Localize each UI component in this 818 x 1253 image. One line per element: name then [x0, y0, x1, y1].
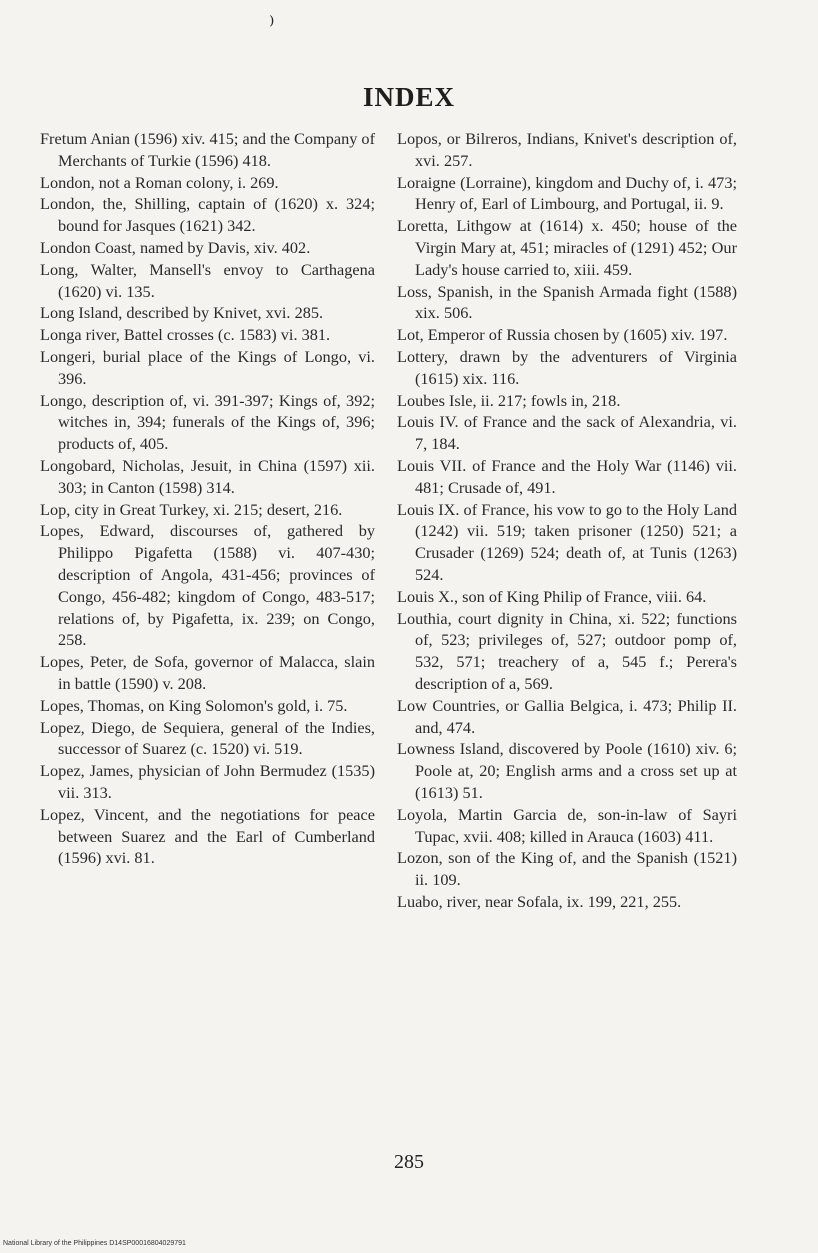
- index-entry: Lopes, Edward, discourses of, gathered by Philippo Pigafetta (1588) vi. 407-430; description of Angola, 431-456; provinces of Congo, 456-482; kingdom of Congo, 483-517; relations of, by Pigafetta, ix. 239; on Congo, 258.: [40, 521, 375, 650]
- index-entry: Longeri, burial place of the Kings of Longo, vi. 396.: [40, 346, 375, 388]
- index-entry: Fretum Anian (1596) xiv. 415; and the Company of Merchants of Turkie (1596) 418.: [40, 129, 375, 170]
- index-entry: Lopos, or Bilreros, Indians, Knivet's description of, xvi. 257.: [397, 129, 737, 170]
- index-entry: Loretta, Lithgow at (1614) x. 450; house of the Virgin Mary at, 451; miracles of (1291) 452; Our Lady's house carried to, xiii. 459.: [397, 216, 737, 279]
- index-entry: Loubes Isle, ii. 217; fowls in, 218.: [397, 390, 621, 410]
- index-entry: Louthia, court dignity in China, xi. 522; functions of, 523; privileges of, 527; outdoor pomp of, 532, 571; treachery of a, 545 f.; Perera's description of a, 569.: [397, 608, 737, 693]
- index-entry: Loraigne (Lorraine), kingdom and Duchy of, i. 473; Henry of, Earl of Limbourg, and Portugal, ii. 9.: [397, 172, 737, 214]
- index-entry: Lottery, drawn by the adventurers of Virginia (1615) xix. 116.: [397, 346, 737, 388]
- index-entry: Longobard, Nicholas, Jesuit, in China (1597) xii. 303; in Canton (1598) 314.: [40, 455, 375, 497]
- index-entry: Lot, Emperor of Russia chosen by (1605) xiv. 197.: [397, 325, 728, 345]
- header-mark: ⁾: [269, 12, 275, 37]
- index-entry: Long Island, described by Knivet, xvi. 285.: [40, 303, 324, 323]
- index-entry: Lopez, James, physician of John Bermudez (1535) vii. 313.: [40, 761, 375, 802]
- index-entry: Loyola, Martin Garcia de, son-in-law of Sayri Tupac, xvii. 408; killed in Arauca (1603) 411.: [397, 804, 737, 846]
- index-entry: Low Countries, or Gallia Belgica, i. 473; Philip II. and, 474.: [397, 695, 737, 737]
- index-entry: Louis X., son of King Philip of France, viii. 64.: [397, 586, 707, 606]
- index-entry: London, the, Shilling, captain of (1620) x. 324; bound for Jasques (1621) 342.: [40, 194, 375, 236]
- index-entry: Long, Walter, Mansell's envoy to Carthagena (1620) vi. 135.: [40, 259, 375, 301]
- index-entry: Lozon, son of the King of, and the Spanish (1521) ii. 109.: [397, 848, 737, 890]
- index-entry: Lowness Island, discovered by Poole (1610) xiv. 6; Poole at, 20; English arms and a cross set up at (1613) 51.: [397, 739, 737, 802]
- index-entry: Louis IX. of France, his vow to go to the Holy Land (1242) vii. 519; taken prisoner (1250) 521; a Crusader (1269) 524; death of, at Tunis (1263) 524.: [397, 499, 737, 584]
- index-entry: Loss, Spanish, in the Spanish Armada fight (1588) xix. 506.: [397, 281, 737, 323]
- index-entry: Luabo, river, near Sofala, ix. 199, 221, 255.: [397, 891, 682, 911]
- page-number: 285: [394, 1151, 424, 1173]
- index-column-left: [40, 128, 375, 869]
- index-entry: Louis VII. of France and the Holy War (1146) vii. 481; Crusade of, 491.: [397, 455, 737, 497]
- index-entry: London Coast, named by Davis, xiv. 402.: [40, 237, 311, 257]
- index-entry: Longo, description of, vi. 391-397; Kings of, 392; witches in, 394; funerals of the Kings of, 396; products of, 405.: [40, 390, 375, 454]
- index-entry: Longa river, Battel crosses (c. 1583) vi. 381.: [40, 325, 331, 345]
- index-entry: Lopez, Vincent, and the negotiations for peace between Suarez and the Earl of Cumberland (1596) xvi. 81.: [40, 804, 375, 868]
- index-entry: Lopez, Diego, de Sequiera, general of the Indies, successor of Suarez (c. 1520) vi. 519.: [40, 717, 375, 759]
- index-entry: Lopes, Peter, de Sofa, governor of Malacca, slain in battle (1590) v. 208.: [40, 652, 375, 693]
- index-entry: London, not a Roman colony, i. 269.: [40, 172, 279, 192]
- scan-footer: National Library of the Philippines D14SP00016804029791: [3, 1240, 186, 1247]
- index-column-right: [397, 128, 737, 913]
- page-title: INDEX: [362, 82, 455, 112]
- index-entry: Louis IV. of France and the sack of Alexandria, vi. 7, 184.: [397, 412, 737, 454]
- index-entry: Lop, city in Great Turkey, xi. 215; desert, 216.: [40, 499, 343, 519]
- index-entry: Lopes, Thomas, on King Solomon's gold, i. 75.: [40, 695, 348, 715]
